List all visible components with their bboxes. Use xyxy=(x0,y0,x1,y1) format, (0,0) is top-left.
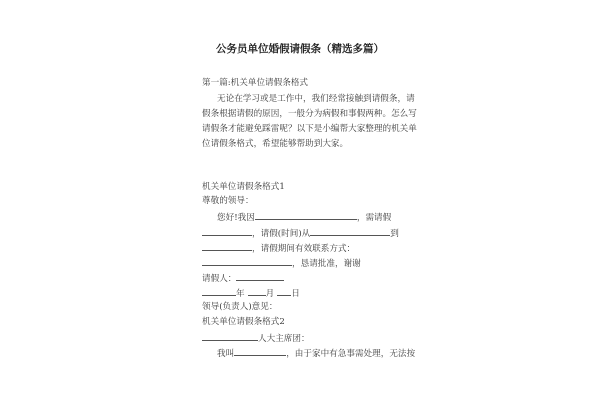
days-blank[interactable] xyxy=(202,226,252,236)
format1-line4 xyxy=(202,256,361,270)
format2-heading: 机关单位请假条格式2 xyxy=(202,317,285,327)
format1-line3 xyxy=(202,241,355,255)
format2-addressee xyxy=(202,331,310,345)
intro-line-3: 请假条才能避免踩雷呢？以下是小编帮大家整理的机关单 xyxy=(202,124,417,134)
contact-blank[interactable] xyxy=(202,256,292,266)
format2-addressee-text: 人大主席团： xyxy=(258,334,310,344)
format1-line1 xyxy=(217,210,391,224)
format1-salutation: 尊敬的领导： xyxy=(202,196,254,206)
reason-blank[interactable] xyxy=(255,210,357,220)
section-heading: 第一篇:机关单位请假条格式 xyxy=(202,78,309,88)
year-blank[interactable] xyxy=(202,286,236,296)
start-time-blank[interactable] xyxy=(310,226,390,236)
format2-line1 xyxy=(217,346,415,360)
format1-leader-opinion: 领导(负责人)意见： xyxy=(202,302,278,312)
format1-heading: 机关单位请假条格式1 xyxy=(202,182,285,192)
day-label: 日 xyxy=(291,289,300,299)
day-blank[interactable] xyxy=(277,286,291,296)
format1-line2 xyxy=(202,226,399,240)
document-title: 公务员单位婚假请假条（精选多篇） xyxy=(216,43,384,55)
format1-date xyxy=(202,286,300,300)
format1-line1-text-a: 您好!我因 xyxy=(217,213,255,223)
format2-line1-text-a: 我叫 xyxy=(217,349,235,359)
intro-line-2: 假条根据请假的原因，一般分为病假和事假两种。怎么写 xyxy=(202,109,417,119)
format2-line1-text-b: ，由于家中有急事需处理，无法按 xyxy=(286,349,416,359)
format1-line4-text: ，恳请批准，谢谢 xyxy=(292,259,361,269)
format1-line1-text-b: ，需请假 xyxy=(356,213,392,223)
format1-line2-text-a: ，请假(时间)从 xyxy=(252,229,311,239)
applicant-label: 请假人： xyxy=(202,274,237,284)
year-label: 年 xyxy=(236,289,245,299)
applicant-blank[interactable] xyxy=(236,271,284,281)
format1-line2-text-b: 到 xyxy=(390,229,399,239)
month-label: 月 xyxy=(265,289,275,299)
format1-applicant xyxy=(202,271,284,285)
end-time-blank[interactable] xyxy=(202,241,252,251)
month-blank[interactable] xyxy=(248,286,266,296)
intro-line-1: 无论在学习或是工作中，我们经常接触到请假条，请 xyxy=(217,94,415,104)
format1-line3-text: ，请假期间有效联系方式： xyxy=(252,244,356,254)
name-blank[interactable] xyxy=(234,346,286,356)
intro-line-4: 位请假条格式，希望能够帮助到大家。 xyxy=(202,139,349,149)
congress-blank[interactable] xyxy=(202,331,258,341)
